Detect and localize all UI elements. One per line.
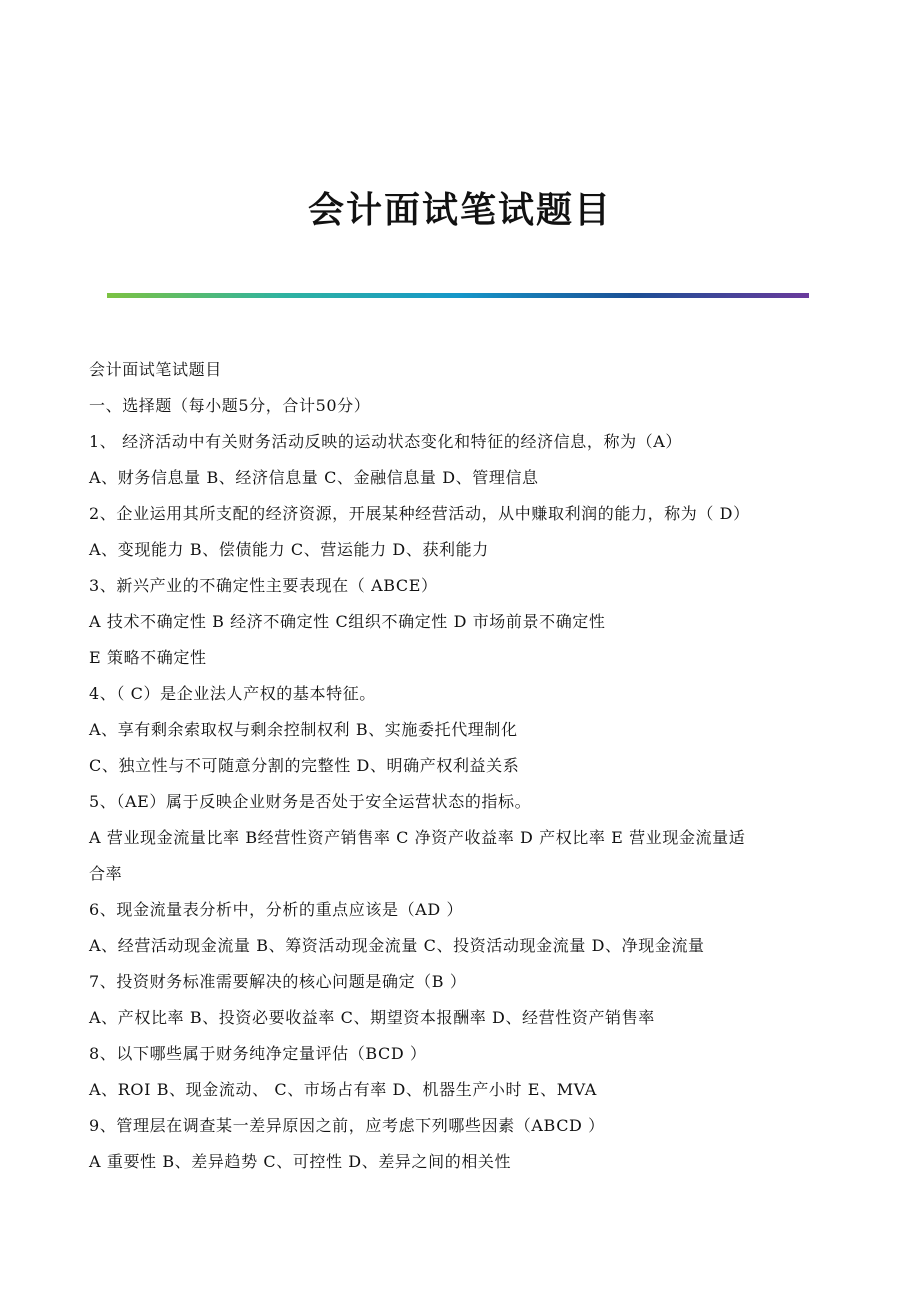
question-4-options-2: C、独立性与不可随意分割的完整性 D、明确产权利益关系 [89,756,520,775]
title-divider [107,293,809,298]
question-5-options: A 营业现金流量比率 B经营性资产销售率 C 净资产收益率 D 产权比率 E 营业现金流量适 [89,828,746,847]
body-heading: 会计面试笔试题目 [89,360,222,379]
question-7: 7、投资财务标准需要解决的核心问题是确定（B ） [89,972,467,991]
question-2-options: A、变现能力 B、偿债能力 C、营运能力 D、获利能力 [89,540,489,559]
document-body [89,352,834,1180]
question-9-options: A 重要性 B、差异趋势 C、可控性 D、差异之间的相关性 [89,1152,512,1171]
question-8-options: A、ROI B、现金流动、 C、市场占有率 D、机器生产小时 E、MVA [89,1080,597,1099]
question-4-options-1: A、享有剩余索取权与剩余控制权利 B、实施委托代理制化 [89,720,518,739]
question-9: 9、管理层在调查某一差异原因之前，应考虑下列哪些因素（ABCD ） [89,1116,605,1135]
document-title: 会计面试笔试题目 [307,190,612,231]
question-2: 2、企业运用其所支配的经济资源，开展某种经营活动，从中赚取利润的能力，称为（ D） [89,504,750,523]
question-5: 5、（AE）属于反映企业财务是否处于安全运营状态的指标。 [89,792,532,811]
question-3-options-cont: E 策略不确定性 [89,648,207,667]
question-1-options: A、财务信息量 B、经济信息量 C、金融信息量 D、管理信息 [89,468,539,487]
question-4: 4、（ C）是企业法人产权的基本特征。 [89,684,376,703]
question-7-options: A、产权比率 B、投资必要收益率 C、期望资本报酬率 D、经营性资产销售率 [89,1008,655,1027]
question-6: 6、现金流量表分析中，分析的重点应该是（AD ） [89,900,464,919]
question-6-options: A、经营活动现金流量 B、筹资活动现金流量 C、投资活动现金流量 D、净现金流量 [89,936,705,955]
question-8: 8、以下哪些属于财务纯净定量评估（BCD ） [89,1044,427,1063]
question-3: 3、新兴产业的不确定性主要表现在（ ABCE） [89,576,438,595]
question-5-options-cont: 合率 [89,864,123,883]
question-3-options: A 技术不确定性 B 经济不确定性 C组织不确定性 D 市场前景不确定性 [89,612,606,631]
section-heading: 一、选择题（每小题5分，合计50分） [89,396,371,415]
question-1: 1、 经济活动中有关财务活动反映的运动状态变化和特征的经济信息，称为（A） [89,432,683,451]
